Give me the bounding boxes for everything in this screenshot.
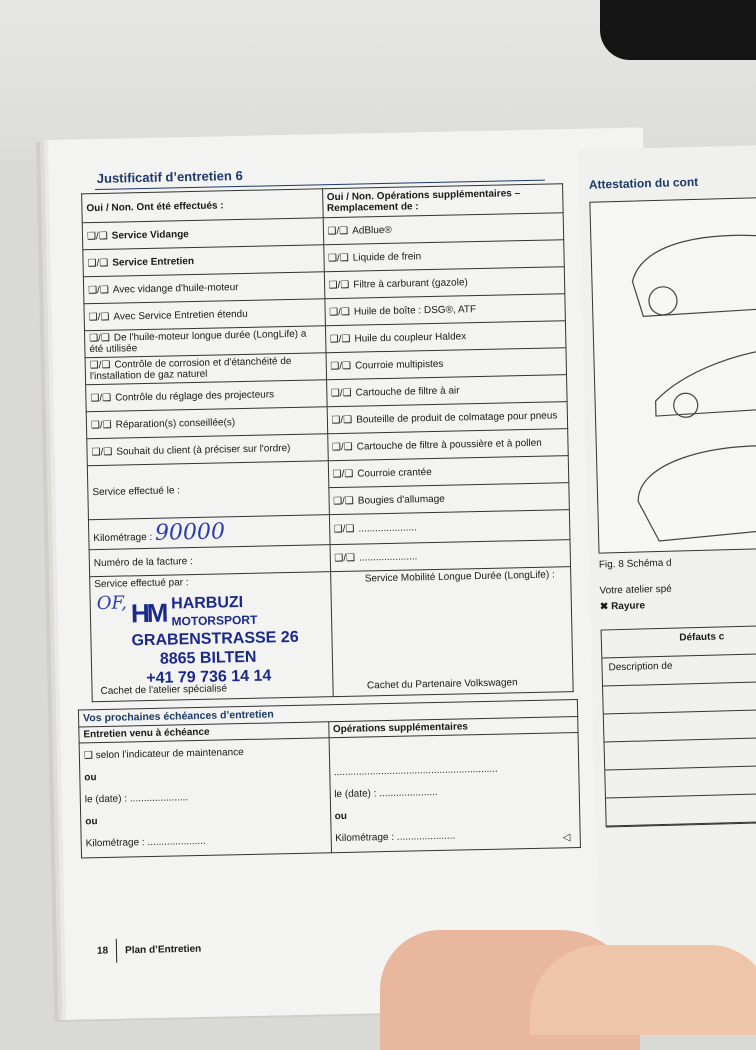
service-by-label: Service effectué par : (94, 577, 189, 591)
booklet-right-page (578, 145, 756, 1030)
maintenance-table (81, 183, 574, 702)
footer-title: Plan d’Entretien (125, 943, 202, 957)
continue-arrow-icon: ◁ (562, 832, 571, 844)
page-title: Justificatif d’entretien 6 (96, 167, 243, 186)
mileage-handwritten: 90000 (154, 519, 226, 546)
defect-row (605, 737, 756, 770)
page-footer (97, 937, 202, 963)
defect-row (604, 709, 756, 742)
row-left[interactable]: ❑/❑ Service Vidange (82, 218, 323, 250)
right-page-title: Attestation du cont (588, 174, 699, 192)
description-header: Description de (602, 653, 756, 686)
row-left[interactable]: ❑/❑ Avec Service Entretien étendu (84, 299, 325, 331)
mileage-cell[interactable]: Kilométrage : 90000 (88, 515, 329, 550)
row-left[interactable]: ❑/❑ Avec vidange d'huile-moteur (83, 272, 324, 304)
workshop-stamp-cell (90, 572, 333, 702)
dark-object (600, 0, 756, 60)
header-additional: Oui / Non. Opérations supplémentaires – Remplacement de : (322, 184, 563, 218)
row-left[interactable]: ❑/❑ Contrôle de corrosion et d'étanchéité de l'installation de gaz naturel (85, 353, 326, 385)
finger (530, 945, 756, 1035)
row-right[interactable]: ❑/❑ ..................... (329, 510, 570, 545)
longlife-label: Service Mobilité Longue Durée (LongLife) : (364, 569, 555, 585)
next-col2: Opérations supplémentaires (328, 717, 578, 738)
row-right[interactable]: ❑/❑ Huile de boîte : DSG®, ATF (324, 294, 565, 326)
defect-row (605, 765, 756, 798)
defects-header: Défauts c (602, 625, 756, 658)
booklet-left-page (48, 128, 661, 1020)
row-left[interactable]: ❑/❑ Service Entretien (83, 245, 324, 277)
scratch-legend: ✖ Rayure (599, 600, 646, 613)
row-right[interactable]: ❑/❑ Cartouche de filtre à poussière et à pollen (327, 429, 568, 461)
row-right[interactable]: ❑/❑ Huile du coupleur Haldex (325, 321, 566, 353)
defect-row (606, 793, 756, 826)
row-right[interactable]: ❑/❑ AdBlue® (323, 213, 564, 245)
header-performed: Oui / Non. Ont été effectués : (82, 189, 323, 223)
row-right[interactable]: ❑/❑ Courroie crantée (328, 456, 569, 488)
handwritten-initials: OF, (96, 592, 128, 615)
partner-stamp-cell (330, 567, 573, 697)
workshop-stamp: HM HARBUZI MOTORSPORT GRABENSTRASSE 26 8865 BILTEN +41 79 736 14 14 (130, 594, 299, 688)
row-left[interactable]: ❑/❑ Contrôle du réglage des projecteurs (86, 380, 327, 412)
next-col1: Entretien venu à échéance (79, 722, 329, 743)
invoice-cell[interactable]: Numéro de la facture : (89, 545, 330, 577)
row-left[interactable]: ❑/❑ De l'huile-moteur longue durée (LongLife) a été utilisée (85, 326, 326, 358)
next-left-cell[interactable]: ❑ selon l'indicateur de maintenance ou le (date) : ..................... ou Kilométrage : ..................... (79, 738, 331, 858)
row-right[interactable]: ❑/❑ Cartouche de filtre à air (326, 375, 567, 407)
workshop-label: Votre atelier spé (599, 583, 672, 597)
defects-table (601, 624, 756, 827)
next-right-cell[interactable]: ........................................................... le (date) : ..................... ou Kilométrage : ..................... (329, 733, 581, 853)
row-right[interactable]: ❑/❑ Courroie multipistes (326, 348, 567, 380)
row-right[interactable]: ❑/❑ Bouteille de produit de colmatage pour pneus (327, 402, 568, 434)
row-left[interactable]: ❑/❑ Souhait du client (à préciser sur l'ordre) (87, 434, 328, 466)
row-right[interactable]: ❑/❑ Liquide de frein (323, 240, 564, 272)
next-maintenance-table (78, 699, 581, 858)
partner-cachet-label: Cachet du Partenaire Volkswagen (366, 677, 518, 692)
row-right[interactable]: ❑/❑ ..................... (330, 540, 571, 572)
service-date-cell[interactable]: Service effectué le : (87, 461, 329, 520)
car-diagram (589, 196, 756, 553)
stamp-logo: HM (130, 597, 166, 629)
row-right[interactable]: ❑/❑ Bougies d'allumage (328, 483, 569, 515)
row-right[interactable]: ❑/❑ Filtre à carburant (gazole) (324, 267, 565, 299)
figure-caption: Fig. 8 Schéma d (598, 557, 672, 571)
defect-row (603, 681, 756, 714)
page-number: 18 (96, 945, 109, 957)
next-title: Vos prochaines échéances d’entretien (78, 700, 577, 727)
car-sketch-icon (590, 197, 756, 552)
row-left[interactable]: ❑/❑ Réparation(s) conseillée(s) (86, 407, 327, 439)
workshop-cachet-label: Cachet de l'atelier spécialisé (100, 683, 228, 698)
